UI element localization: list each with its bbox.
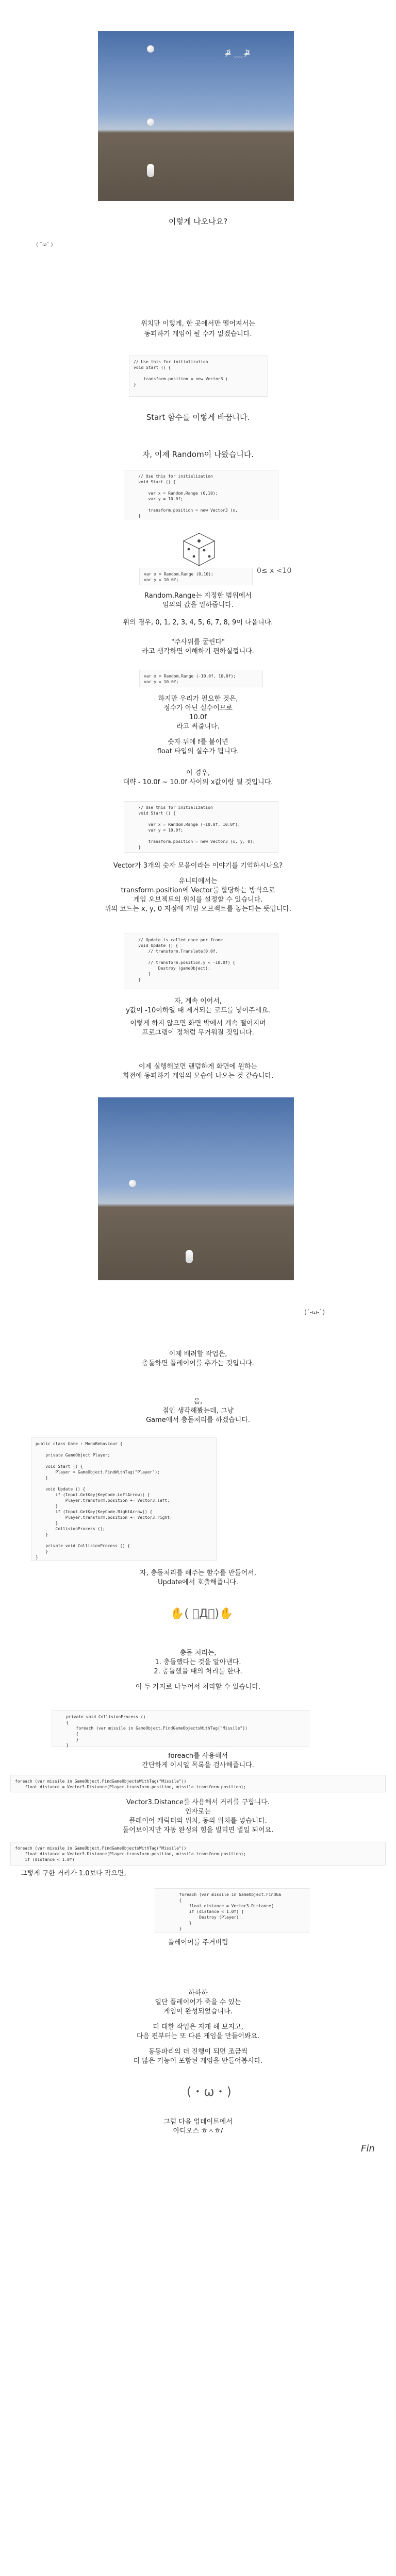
code-block-range-2: var x = Random.Range (-10.0f, 10.0f); var y = 10.0f;: [139, 670, 263, 687]
paragraph-7-line-5: 숫자 뒤에 f를 붙이면: [168, 738, 228, 746]
paragraph-20-line-3: 게임이 완성되었습니다.: [163, 2008, 233, 2015]
paragraph-8-line-1: 이 경우,: [186, 769, 210, 777]
paragraph-6-line-1: 위의 경우, 0, 1, 2, 3, 4, 5, 6, 7, 8, 9이 나옵니다.: [123, 619, 273, 626]
paragraph-15-line-3: 2. 충돌했을 때의 처리를 한다.: [154, 1668, 242, 1675]
paragraph-14-line-1: 자, 충돌처리를 해주는 함수를 만들어서,: [140, 1569, 256, 1577]
paragraph-13-line-2: 점인 생각해봤는데, 그냥: [162, 1407, 234, 1415]
paragraph-12-line-1: 이제 배려할 작업은,: [169, 1350, 227, 1358]
paragraph-9-line-5: 위의 코드는 x, y, 0 지점에 게임 오브젝트를 놓는다는 뜻입니다.: [104, 905, 292, 913]
paragraph-9-line-2: 유니티에서는: [178, 877, 218, 885]
paragraph-8-line-2: 대략 - 10.0f ~ 10.0f 사이의 x값이랑 될 것입니다.: [123, 778, 273, 786]
doodle-scribble: ᵒ̴̶̷᷄ ﹏ ᵒ̴̶̷᷅: [227, 48, 250, 59]
paragraph-20-line-4: 더 대한 작업은 지게 해 보지고,: [153, 2023, 243, 2031]
paragraph-5-line-2: 임의의 값을 일하줍니다.: [162, 601, 234, 609]
paragraph-18-line-1: 그렇게 구한 거리가 1.0보다 작으면,: [21, 1870, 126, 1877]
paragraph-5-line-1: Random.Range는 지정한 범위에서: [144, 592, 252, 600]
code-block-destroy-player: foreach (var missile in GameObject.FindGa { float distance = Vector3.Distance( if (distance < 1.0f) { Destroy (Player); } }: [155, 1888, 309, 1933]
code-block-foreach: private void CollisionProcess () { foreach (var missile in GameObject.FindGameObjectsWithTag("Missile")) { } }: [52, 1710, 309, 1747]
code-block-start-2: // Use this for initialization void Start () { var x = Random.Range (0,10); var y = 10.0f; transform.position = new Vector3 (x, }: [124, 470, 278, 519]
paragraph-17-line-1: Vector3.Distance를 사용해서 거리를 구합니다.: [126, 1799, 270, 1806]
doodle-figure: ( ˘ω˘ ): [36, 242, 53, 248]
doodle-face: (´-ω-`): [304, 1309, 325, 1316]
game-view-screenshot-1: [98, 31, 294, 201]
fin-signature: Fin: [361, 2143, 375, 2154]
paragraph-9-line-1: Vector가 3개의 숫자 모음이라는 이야기를 기억하시나요?: [113, 862, 283, 870]
paragraph-9-line-3: transform.position에 Vector를 할당하는 방식으로: [121, 887, 275, 894]
paragraph-19-line-1: 플레이어를 주거버림: [168, 1939, 228, 1946]
paragraph-21-line-2: 아디오스 ㅎㅅㅎ/: [173, 2127, 223, 2135]
code-block-start-3: // Use this for initialization void Start () { var x = Random.Range (-10.0f, 10.0f); var y = 10.0f; transform.position = new Vector3 (x, y, 0); }: [124, 801, 278, 853]
paragraph-6-line-2: "주사위를 굴린다": [171, 638, 225, 646]
paragraph-2-line-2: 동피하기 게임이 될 수가 없겠습니다.: [144, 330, 252, 338]
paragraph-3-line-1: Start 함수를 이렇게 바꿉니다.: [146, 413, 250, 422]
paragraph-16-line-1: foreach를 사용해서: [168, 1752, 228, 1760]
paragraph-17-line-4: 둘어보이지만 자동 완성의 힘을 빌리면 별일 되어요.: [122, 1826, 274, 1834]
code-block-start-1: // Use this for initialization void Start () { transform.position = new Vector3 ( }: [129, 355, 268, 397]
paragraph-13-line-3: Game에서 충돌처리를 하겠습니다.: [146, 1416, 250, 1424]
player-capsule: [186, 1250, 193, 1263]
falling-ball: [147, 45, 154, 53]
game-view-screenshot-2: [98, 1097, 294, 1280]
paragraph-17-line-2: 인자로는: [185, 1808, 211, 1816]
paragraph-7-line-3: 10.0f: [189, 714, 207, 721]
caption-1: 이렇게 나오나요?: [168, 217, 228, 226]
paragraph-9-line-4: 게임 오브젝트의 위치를 설정할 수 있습니다.: [133, 896, 263, 904]
falling-ball: [147, 118, 154, 126]
paragraph-16-line-2: 간단하게 이시일 목록을 검사해줍니다.: [142, 1761, 254, 1769]
paragraph-21-line-1: 그럼 다음 업데이트에서: [163, 2118, 233, 2126]
paragraph-7-line-6: float 타입의 실수가 됩니다.: [157, 748, 239, 755]
paragraph-6-line-3: 라고 생각하면 이해하기 편하실껍니다.: [142, 648, 254, 655]
paragraph-20-line-5: 다음 편부터는 또 다른 게임을 만들어봐요.: [136, 2032, 260, 2040]
doodle-hands: ✋( ゚Д゚)✋: [170, 1607, 234, 1620]
paragraph-12-line-2: 충돌하면 플레이어를 추가는 것입니다.: [142, 1360, 254, 1367]
paragraph-20-line-1: 하하하: [188, 1989, 208, 1997]
paragraph-11-line-1: 이제 실행해보면 랜덤하게 화면에 원하는: [138, 1063, 257, 1071]
paragraph-15-line-2: 1. 충돌했다는 것을 알아낸다.: [155, 1658, 241, 1666]
paragraph-10-line-4: 프로그램이 정처럼 무거워질 것입니다.: [142, 1029, 254, 1037]
paragraph-14-line-2: Update에서 호출해줍니다.: [158, 1579, 238, 1586]
paragraph-20-line-2: 일단 플레이어가 죽을 수 있는: [155, 1998, 241, 2006]
paragraph-20-line-7: 더 많은 기능이 포함된 게임을 만들어봅시다.: [133, 2057, 263, 2065]
paragraph-7-line-1: 하지만 우리가 필요한 것은,: [158, 695, 238, 703]
paragraph-15-line-4: 이 두 가지로 나누어서 처리할 수 있습니다.: [135, 1683, 261, 1691]
code-block-range-1: var x = Random.Range (0,10); var y = 10.0f;: [139, 568, 253, 585]
paragraph-20-line-6: 동동파리의 더 진행이 되면 조금씩: [148, 2048, 248, 2056]
paragraph-10-line-3: 이렇게 하지 않으면 화면 밖에서 계속 떨어지며: [130, 1020, 266, 1027]
paragraph-7-line-2: 정수가 아닌 실수이므로: [163, 704, 233, 712]
paragraph-15-line-1: 충돌 처리는,: [179, 1649, 217, 1657]
code-block-update-destroy: // Update is called once per frame void Update () { // transform.Translate(0.0f, // transform.position.y < -10.0f) { Destroy (gameObject); } }: [124, 934, 278, 989]
code-block-distance-check: foreach (var missile in GameObject.FindGameObjectsWithTag("Missile")) float distance = Vector3.Distance(Player.transform.position, missile.transform.position); if (distance < 1.0f): [10, 1842, 386, 1866]
falling-ball: [129, 1180, 136, 1187]
paragraph-4-line-1: 자, 이제 Random이 나왔습니다.: [142, 450, 254, 459]
paragraph-2-line-1: 위치만 이렇게, 한 곳에서만 떨어져서는: [141, 320, 255, 328]
paragraph-17-line-3: 플레이어 캐릭터의 위치, 동의 위치를 넣습니다.: [129, 1817, 267, 1825]
code-block-game-class: public class Game : MonoBehaviour { private GameObject Player; void Start () { Player = GameObject.FindWithTag("Player"); } void Update () { if (Input.GetKey(KeyCode.LeftArrow)) { Player.transform.position += Vector3.left; } if (Input.GetKey(KeyCode.RightArrow)) { Player.transform.position += Vector3.right; } CollisionProcess (); } private void CollisionProcess () { } }: [31, 1437, 217, 1561]
paragraph-7-line-4: 라고 써줍니다.: [176, 723, 220, 731]
code-block-distance: foreach (var missile in GameObject.FindGameObjectsWithTag("Missile")) float distance = Vector3.Distance(Player.transform.position, missile.transform.position);: [10, 1775, 386, 1792]
paragraph-10-line-2: y값이 -10이하일 때 제거되는 코드를 넣어주세요.: [126, 1007, 270, 1014]
paragraph-10-line-1: 자, 계속 이어서,: [174, 997, 222, 1005]
annotation-range: 0≤ x <10: [257, 567, 292, 575]
dice-illustration: [178, 531, 220, 567]
player-capsule: [147, 164, 154, 177]
paragraph-11-line-2: 회전에 동피하기 게임의 모습이 나오는 것 같습니다.: [122, 1072, 274, 1080]
doodle-mascot: (・ω・): [187, 2084, 232, 2099]
paragraph-13-line-1: 음,: [193, 1398, 203, 1405]
